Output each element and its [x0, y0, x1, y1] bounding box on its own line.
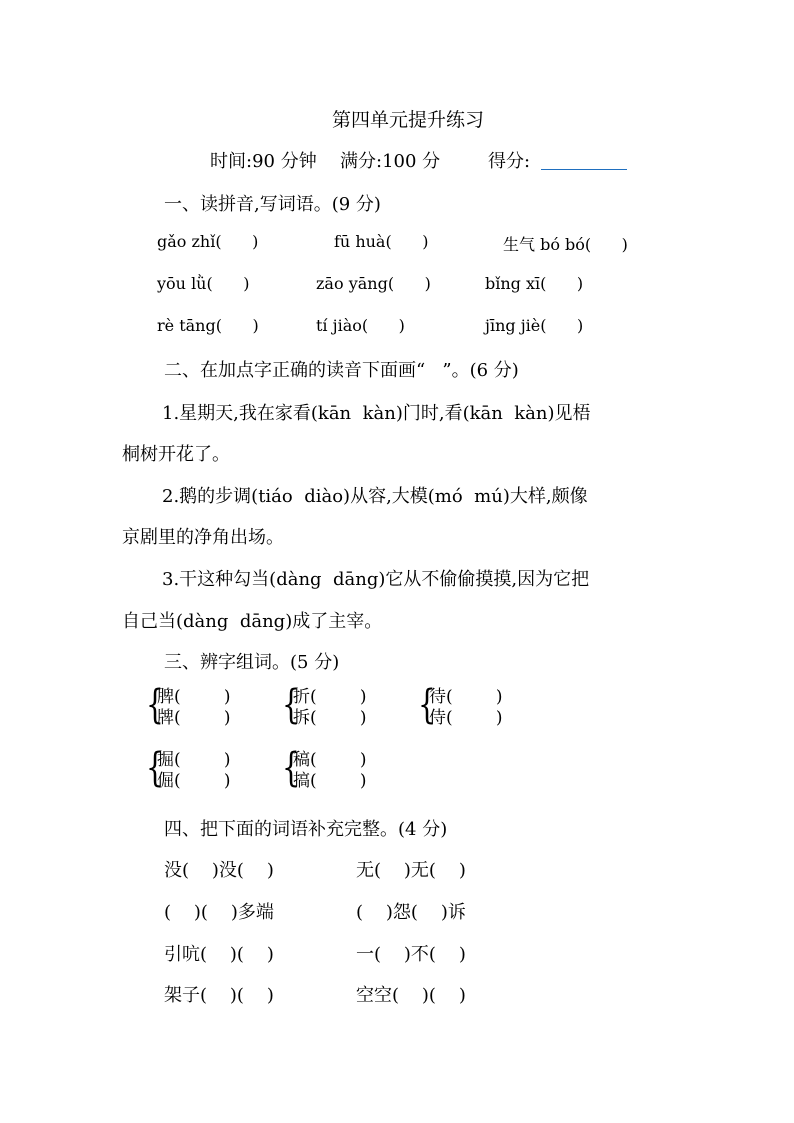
question-line: 自己当(dàng dāng)成了主宰。: [122, 611, 383, 632]
pinyin-item: 生气 bó bó( ): [503, 235, 628, 254]
brace-icon: {: [146, 682, 164, 728]
question-line: 1.星期天,我在家看(kān kàn)门时,看(kān kàn)见梧: [162, 403, 591, 424]
pinyin-item: tí jiào( ): [316, 316, 405, 335]
time-info: 时间:90 分钟: [210, 151, 317, 172]
idiom-item: 无( )无( ): [356, 860, 466, 881]
char-pair-group: [293, 687, 367, 729]
section4-heading: 四、把下面的词语补充完整。(4 分): [164, 819, 448, 840]
char-pair-group: [293, 750, 367, 792]
full-score-info: 满分:100 分: [340, 151, 441, 172]
score-label: 得分:: [488, 151, 531, 172]
idiom-item: 没( )没( ): [164, 860, 274, 881]
char-pair-group: [429, 687, 503, 729]
char-pair-item: 拆( ): [293, 708, 367, 728]
section2-heading: 二、在加点字正确的读音下面画“ ”。(6 分): [164, 360, 519, 381]
pinyin-item: yōu lǜ( ): [157, 274, 250, 293]
question-line: 桐树开花了。: [122, 444, 230, 465]
question-line: 3.干这种勾当(dàng dāng)它从不偷偷摸摸,因为它把: [162, 569, 590, 590]
char-pair-item: 倔( ): [157, 771, 231, 791]
char-pair-group: [157, 750, 231, 792]
score-blank[interactable]: [541, 169, 627, 170]
pinyin-item: zāo yāng( ): [316, 274, 431, 293]
idiom-item: 引吭( )( ): [164, 944, 274, 965]
char-pair-item: 待( ): [429, 687, 503, 707]
char-pair-item: 折( ): [293, 687, 367, 707]
brace-icon: {: [282, 682, 300, 728]
pinyin-item: bǐng xī( ): [485, 274, 584, 293]
brace-icon: {: [146, 745, 164, 791]
question-line: 2.鹅的步调(tiáo diào)从容,大模(mó mú)大样,颇像: [162, 486, 588, 507]
char-pair-item: 牌( ): [157, 708, 231, 728]
idiom-item: 一( )不( ): [356, 944, 466, 965]
pinyin-item: gǎo zhǐ( ): [157, 232, 259, 251]
idiom-item: 架子( )( ): [164, 985, 274, 1006]
section3-heading: 三、辨字组词。(5 分): [164, 652, 340, 673]
section1-heading: 一、读拼音,写词语。(9 分): [164, 194, 381, 215]
char-pair-item: 脾( ): [157, 687, 231, 707]
idiom-item: 空空( )( ): [356, 985, 466, 1006]
pinyin-item: rè tāng( ): [157, 316, 259, 335]
char-pair-group: [157, 687, 231, 729]
question-line: 京剧里的净角出场。: [122, 527, 284, 548]
char-pair-item: 稿( ): [293, 750, 367, 770]
char-pair-item: 侍( ): [429, 708, 503, 728]
pinyin-item: fū huà( ): [334, 232, 429, 251]
pinyin-item: jīng jiè( ): [485, 316, 584, 335]
char-pair-item: 掘( ): [157, 750, 231, 770]
idiom-item: ( )( )多端: [164, 902, 274, 923]
brace-icon: {: [418, 682, 436, 728]
brace-icon: {: [282, 745, 300, 791]
idiom-item: ( )怨( )诉: [356, 902, 466, 923]
page-title: 第四单元提升练习: [332, 109, 485, 131]
char-pair-item: 搞( ): [293, 771, 367, 791]
